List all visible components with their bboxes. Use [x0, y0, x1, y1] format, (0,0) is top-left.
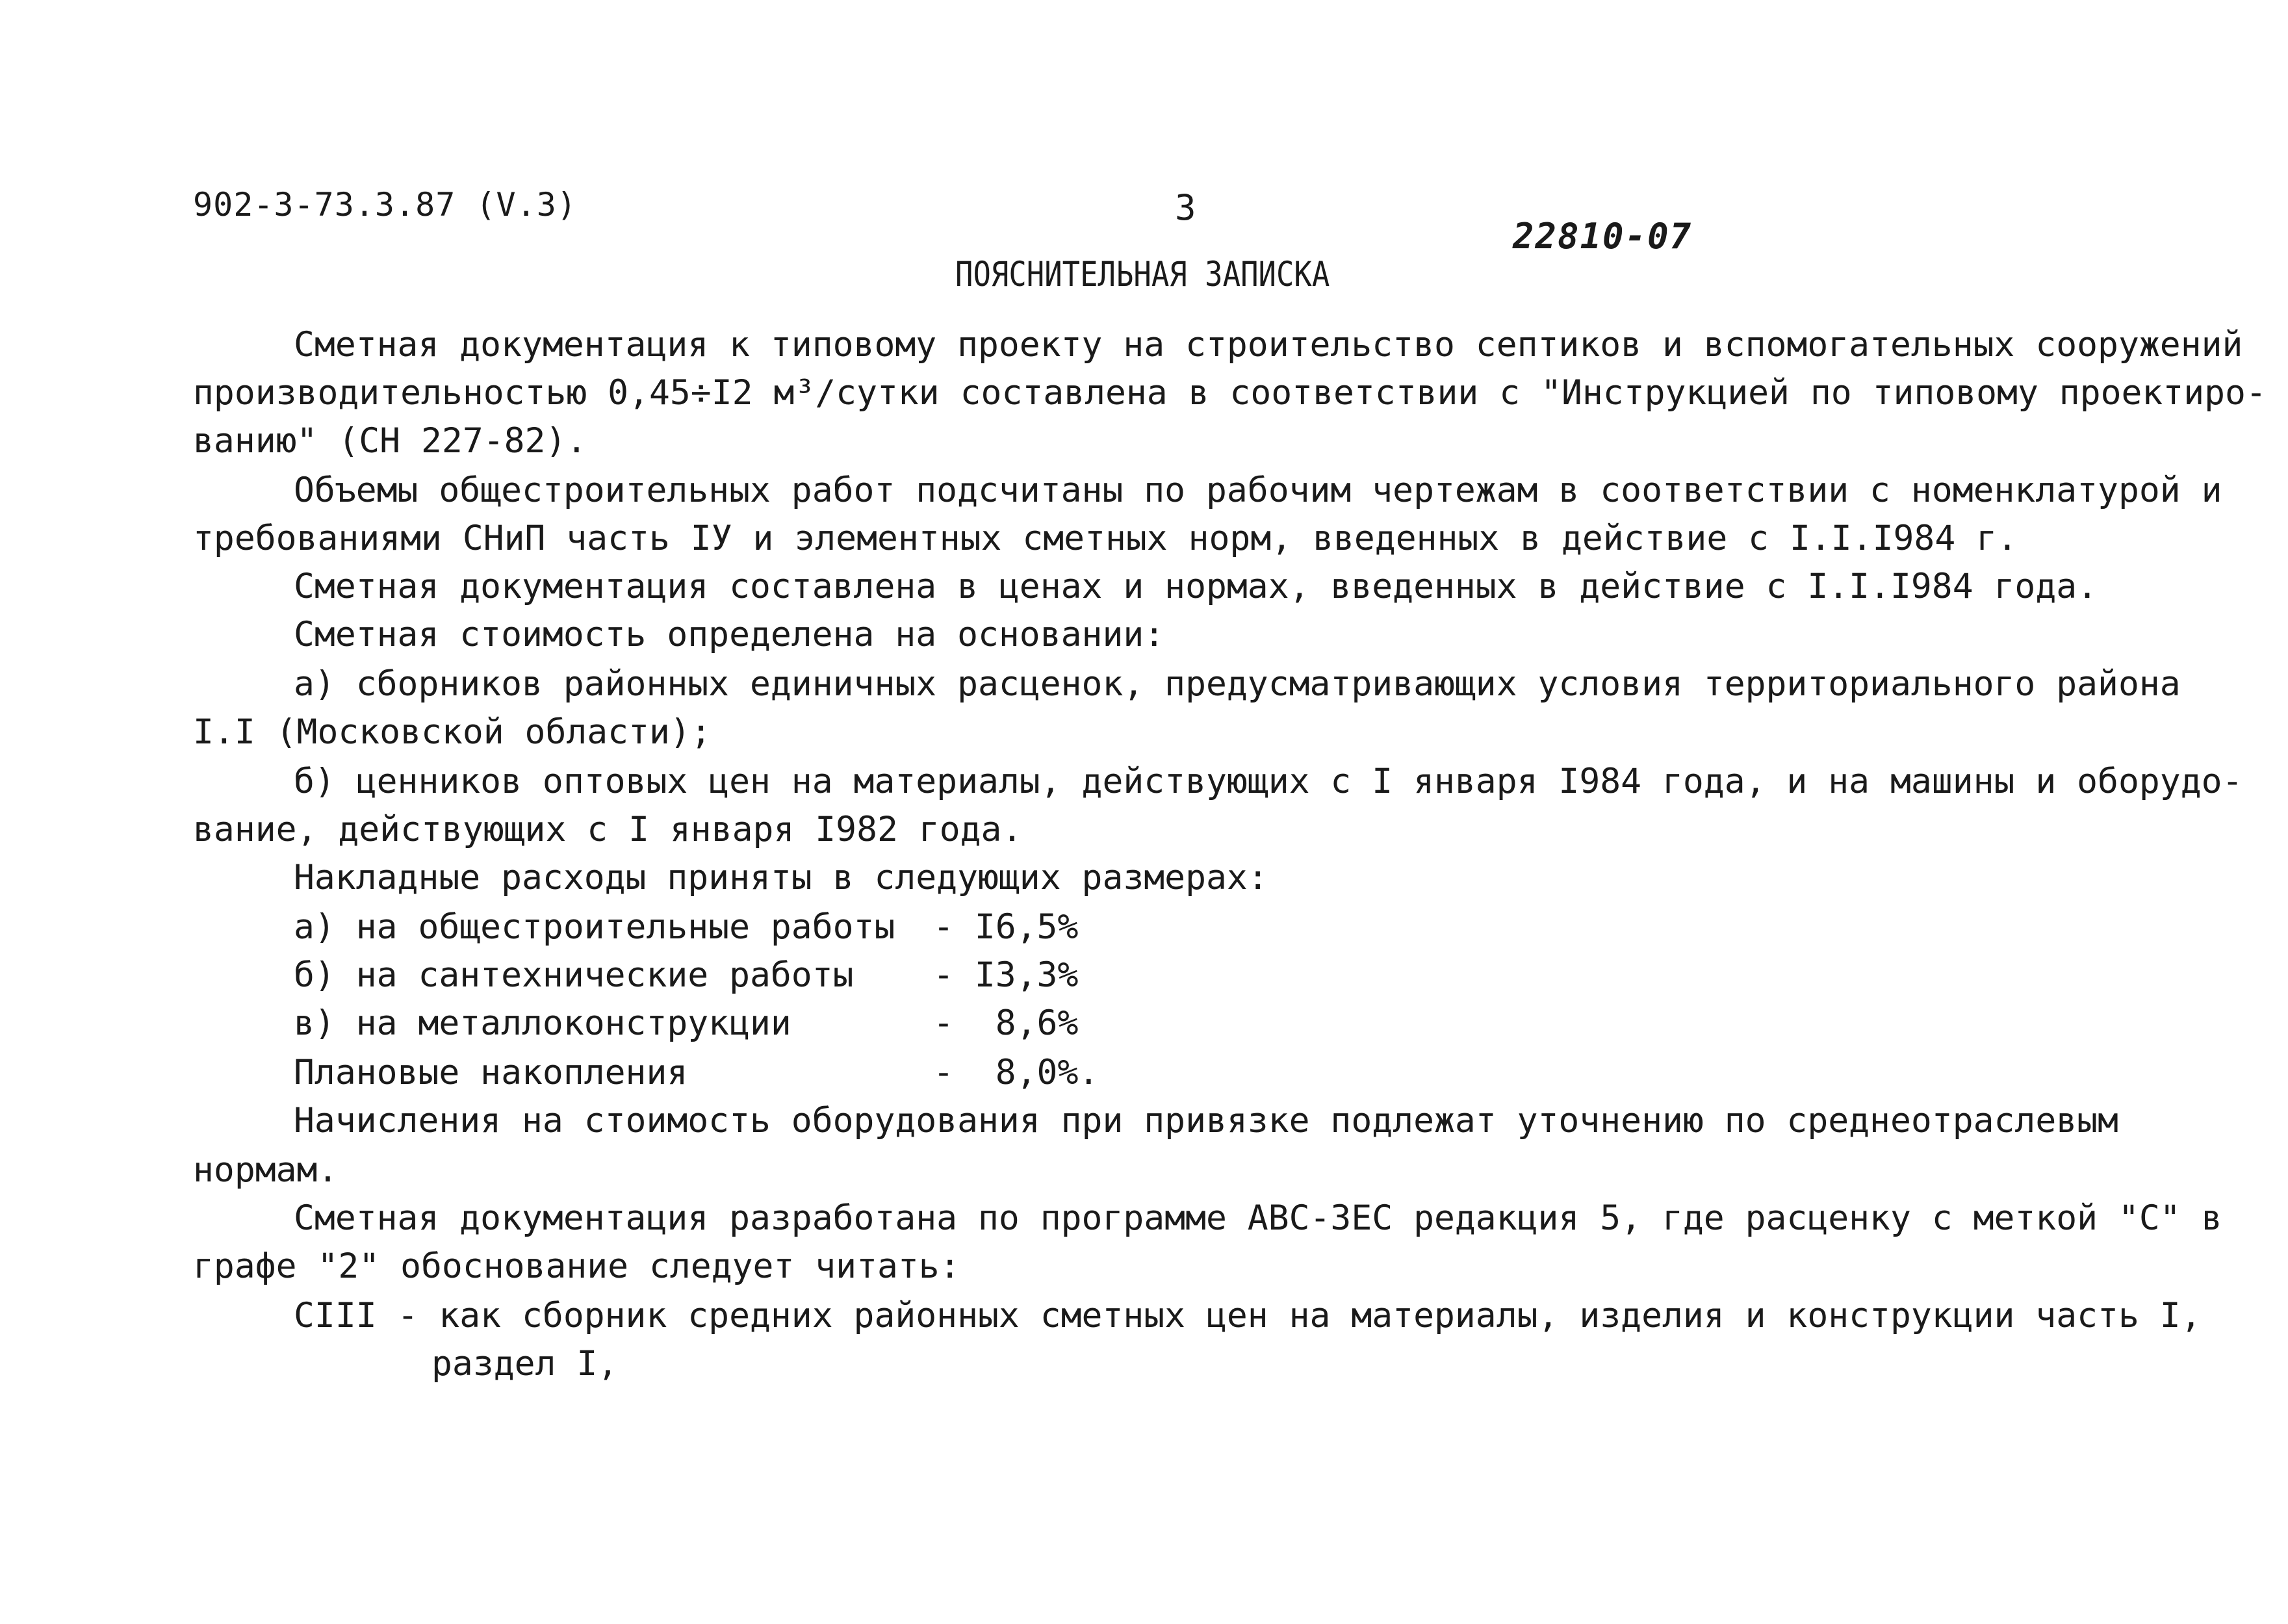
- rate-value: - I6,5%: [933, 907, 1079, 947]
- page-title: ПОЯСНИТЕЛЬНАЯ ЗАПИСКА: [955, 255, 1330, 294]
- paragraph-8-line-1: Начисления на стоимость оборудования при привязке подлежат уточнению по среднеотраслевым: [294, 1101, 2118, 1141]
- paragraph-1-line-2: производительностью 0,45÷I2 м³/сутки составлена в соответствии с "Инструкцией по типовому проектиро-: [193, 373, 2267, 413]
- rate-value: - I3,3%: [933, 955, 1079, 995]
- paragraph-1-line-1: Сметная документация к типовому проекту на строительство септиков и вспомогательных сооружений: [294, 325, 2243, 365]
- rate-label: Плановые накопления: [294, 1053, 688, 1092]
- paragraph-8-line-2: нормам.: [193, 1150, 339, 1190]
- paragraph-3: Сметная документация составлена в ценах и нормах, введенных в действие с I.I.I984 года.: [294, 567, 2098, 606]
- paragraph-4: Сметная стоимость определена на основании:: [294, 615, 1165, 654]
- rate-label: в) на металлоконструкции: [294, 1003, 791, 1043]
- paragraph-6-line-2: вание, действующих с I января I982 года.: [193, 810, 1023, 849]
- paragraph-1-line-3: ванию" (СН 227-82).: [193, 421, 587, 461]
- rate-value: - 8,0%.: [933, 1053, 1099, 1092]
- paragraph-9-line-1: Сметная документация разработана по программе АВС-ЗЕС редакция 5, где расценку с меткой "С" в: [294, 1198, 2222, 1238]
- page-number: 3: [1175, 187, 1196, 228]
- paragraph-7: Накладные расходы приняты в следующих размерах:: [294, 858, 1268, 897]
- paragraph-5-line-2: I.I (Московской области);: [193, 712, 712, 752]
- paragraph-10-line-2: раздел I,: [431, 1344, 619, 1384]
- rate-label: а) на общестроительные работы: [294, 907, 895, 947]
- paragraph-2-line-2: требованиями СНиП часть IУ и элементных сметных норм, введенных в действие с I.I.I984 г.: [193, 519, 2018, 558]
- document-code: 902-3-73.3.87 (V.3): [193, 186, 577, 224]
- paragraph-10-line-1: СIII - как сборник средних районных сметных цен на материалы, изделия и конструкции часть I,: [294, 1296, 2202, 1335]
- registration-number: 22810-07: [1513, 216, 1693, 257]
- rate-label: б) на сантехнические работы: [294, 955, 854, 995]
- paragraph-6-line-1: б) ценников оптовых цен на материалы, действующих с I января I984 года, и на машины и оборудо-: [294, 762, 2243, 801]
- rate-value: - 8,6%: [933, 1003, 1079, 1043]
- paragraph-5-line-1: а) сборников районных единичных расценок, предусматривающих условия территориального района: [294, 664, 2181, 704]
- paragraph-2-line-1: Объемы общестроительных работ подсчитаны по рабочим чертежам в соответствии с номенклатурой и: [294, 470, 2222, 510]
- paragraph-9-line-2: графе "2" обоснование следует читать:: [193, 1246, 960, 1286]
